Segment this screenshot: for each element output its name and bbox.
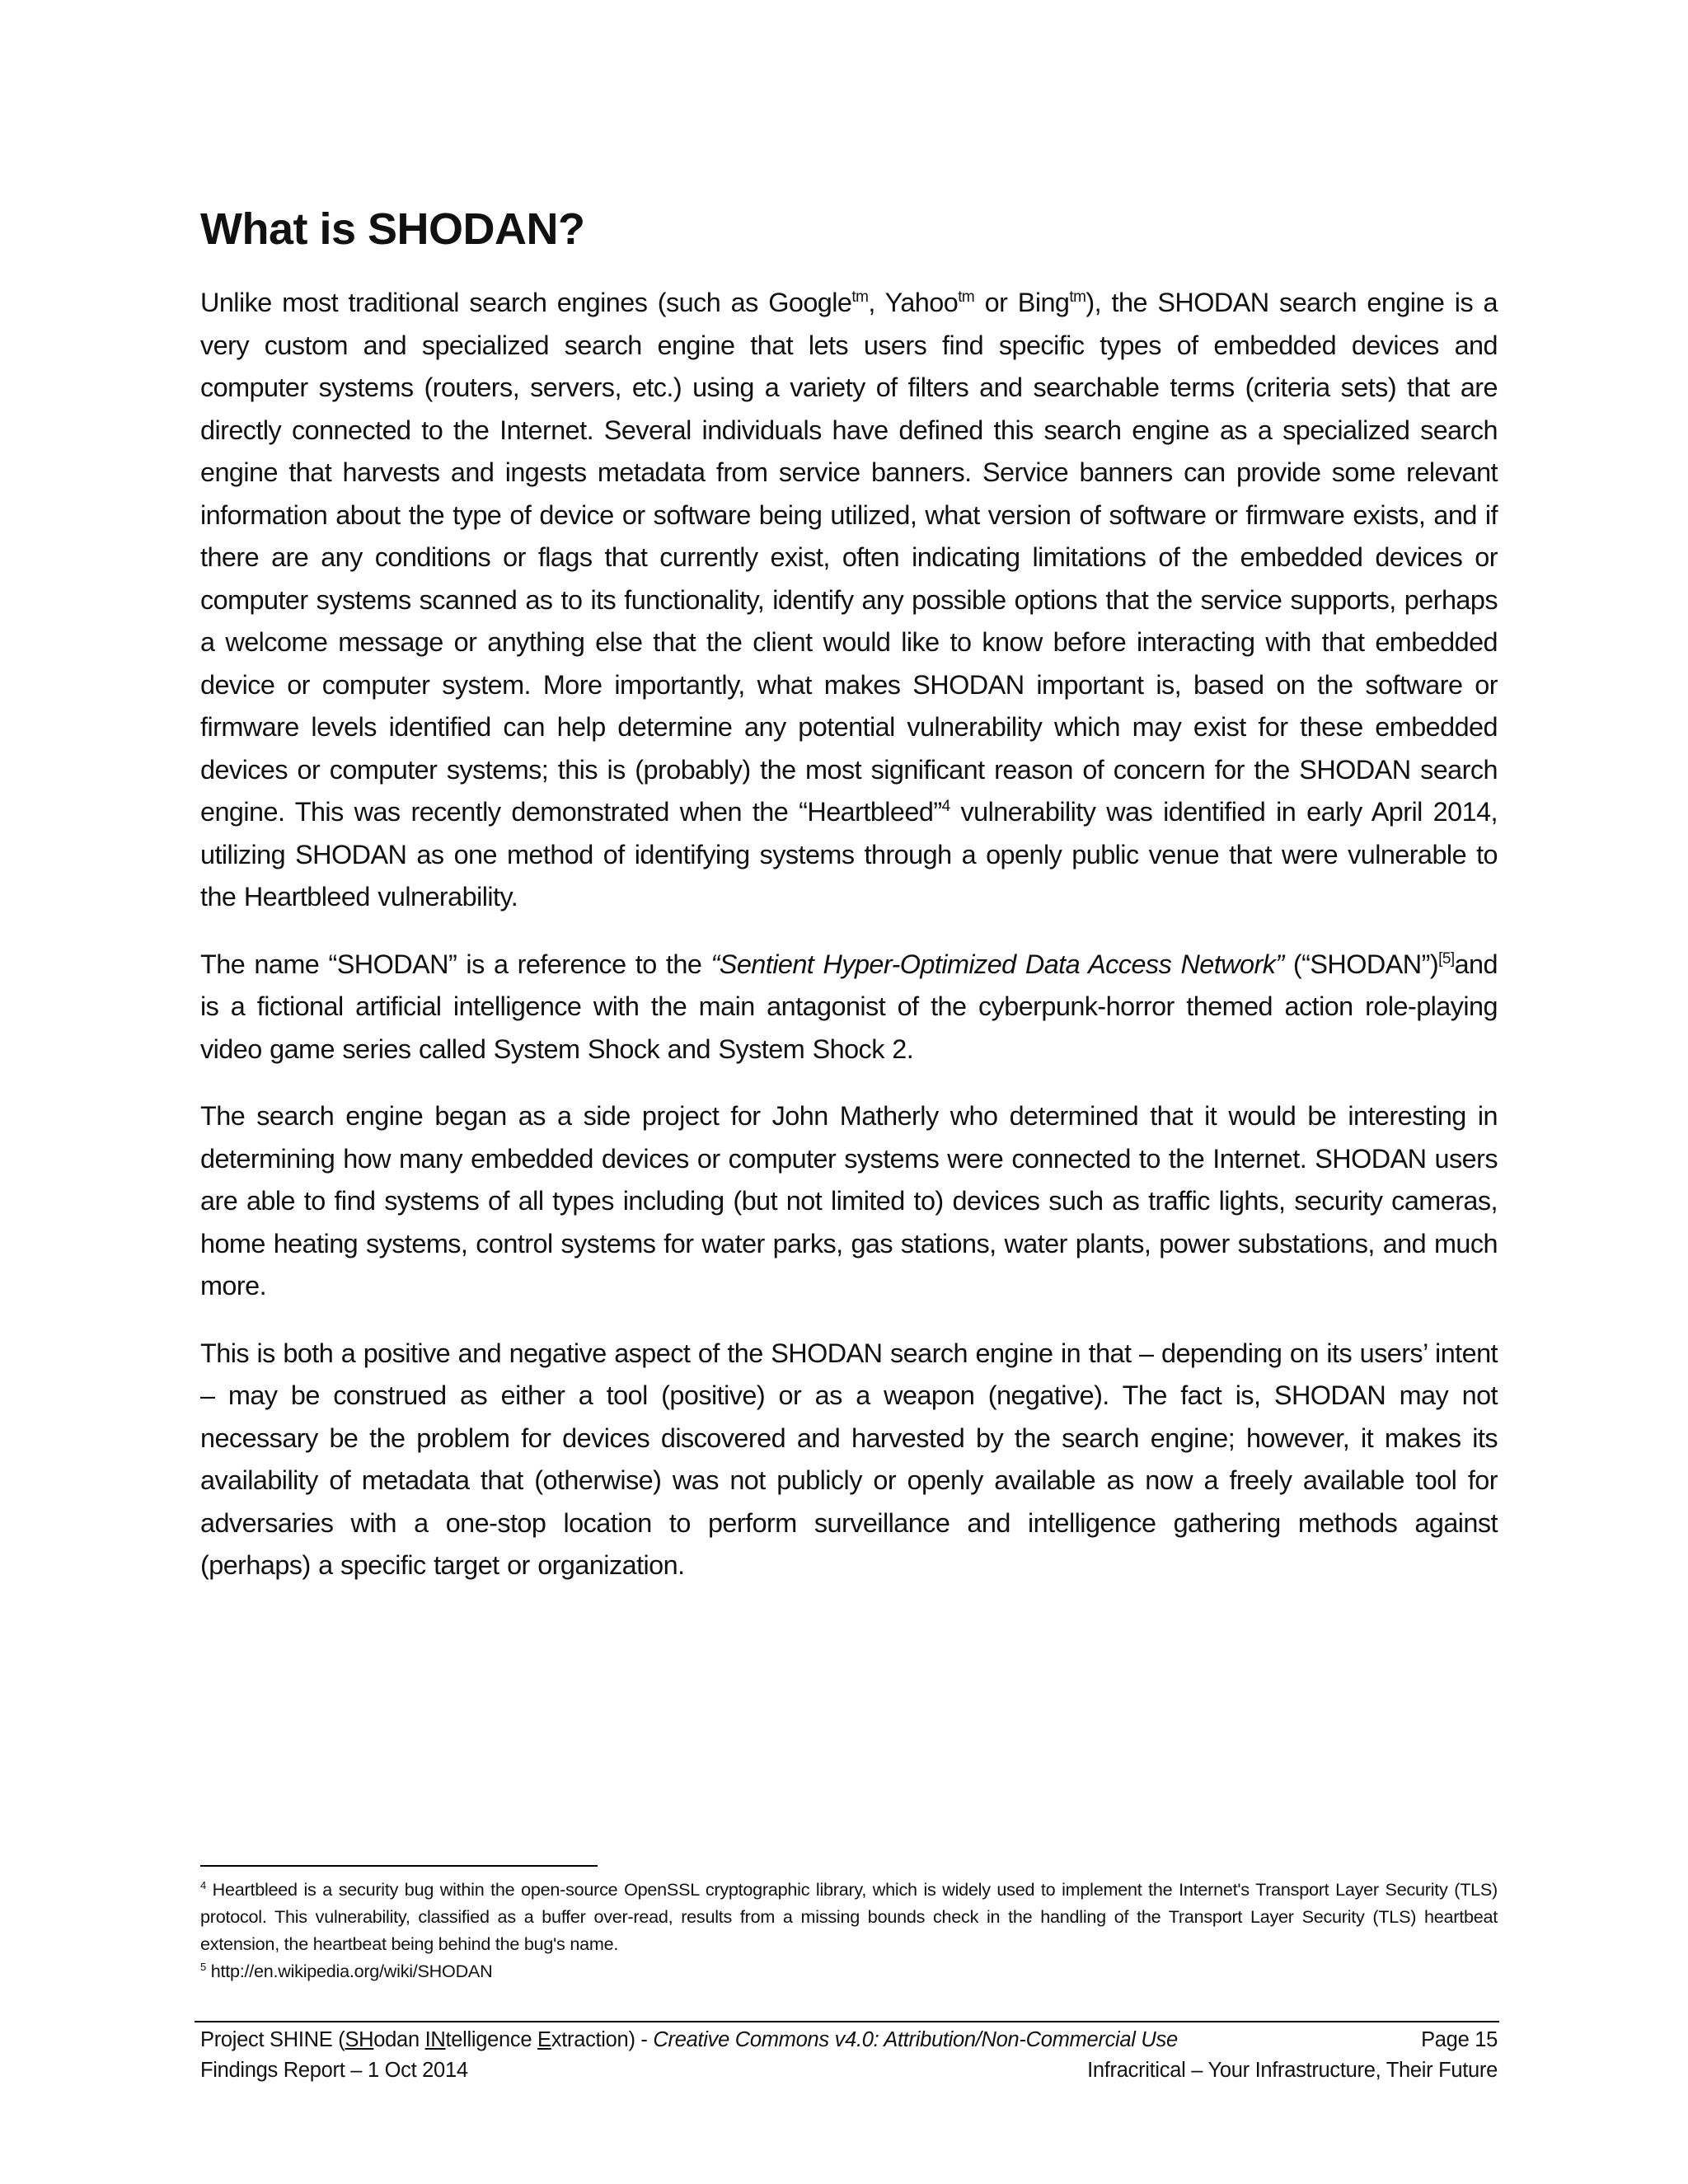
footnote-text: Heartbleed is a security bug within the open-source OpenSSL cryptographic library, which is widely used to implement the Internet's Transport Layer Security (TLS) protocol. This vulnerability, classified as a buffer over-read, results from a missing bounds check in the handling of the Transport Layer Security (TLS) heartbeat extension, the heartbeat being behind the bug's name. [200, 1879, 1498, 1954]
text-run: vulnerability was identified in early April 2014, utilizing SHODAN as one method of identifying systems through a openly public venue that were vulnerable to the Heartbleed vulnerability. [200, 797, 1498, 912]
main-content [200, 198, 1498, 1612]
license-text: Creative Commons v4.0: Attribution/Non-Commercial Use [653, 2028, 1178, 2051]
footer-separator [195, 2021, 1499, 2022]
text-run: xtraction) - [551, 2028, 654, 2051]
italic-acronym-expansion: “Sentient Hyper-Optimized Data Access Network” [710, 949, 1284, 979]
text-run: Project SHINE ( [200, 2028, 345, 2051]
paragraph-history: The search engine began as a side project for John Matherly who determined that it would be interesting in determining how many embedded devices or computer systems were connected to the Internet. SHODAN users are able to find systems of all types including (but not limited to) devices such as traffic lights, security cameras, home heating systems, control systems for water parks, gas stations, water plants, power substations, and much more. [200, 1101, 1498, 1301]
underlined-letters: SH [345, 2028, 374, 2051]
trademark-superscript: tm [851, 288, 869, 307]
text-run: telligence [445, 2028, 538, 2051]
citation-reference-5[interactable]: [5] [1438, 949, 1455, 968]
footnote-number: 5 [200, 1960, 206, 1973]
footnote-5 [200, 1957, 1498, 1985]
text-run: ), the SHODAN search engine is a very custom and specialized search engine that lets users find specific types of embedded devices and computer systems (routers, servers, etc.) using a variety of filters and searchable terms (criteria sets) that are directly connected to the Internet. Several individuals have defined this search engine as a specialized search engine that harvests and ingests metadata from service banners. Service banners can provide some relevant information about the type of device or software being utilized, what version of software or firmware exists, and if there are any conditions or flags that currently exist, often indicating limitations of the embedded devices or computer systems scanned as to its functionality, identify any possible options that the service supports, perhaps a welcome message or anything else that the client would like to know before interacting with that embedded device or computer system. More importantly, what makes SHODAN important is, based on the software or firmware levels identified can help determine any potential vulnerability which may exist for these embedded devices or computer systems; this is (probably) the most significant reason of concern for the SHODAN search engine. This was recently demonstrated when the “Heartbleed” [200, 288, 1498, 827]
report-date: Findings Report – 1 Oct 2014 [200, 2059, 468, 2082]
footnote-reference-4[interactable]: 4 [941, 798, 950, 816]
footer-project-title [200, 2025, 1178, 2055]
page-title: What is SHODAN? [200, 204, 585, 254]
text-run: , Yahoo [868, 288, 959, 317]
text-run: and is a fictional artificial intelligence with the main antagonist of the cyberpunk-horror themed action role-playing video game series called System Shock and System Shock 2. [200, 949, 1498, 1064]
organization-tagline: Infracritical – Your Infrastructure, Their Future [1087, 2059, 1498, 2082]
footnotes [200, 1876, 1498, 1985]
text-run: odan [373, 2028, 425, 2051]
footnote-link[interactable]: http://en.wikipedia.org/wiki/SHODAN [205, 1961, 493, 1981]
text-run: or Bing [974, 288, 1070, 317]
footnote-number: 4 [200, 1878, 206, 1891]
paragraph-name-origin [200, 944, 1498, 1071]
paragraph-intro [200, 282, 1498, 919]
text-run: Unlike most traditional search engines (such as Google [200, 288, 852, 317]
underlined-letters: E [537, 2028, 551, 2051]
footer-line-2 [200, 2055, 1498, 2086]
trademark-superscript: tm [1069, 288, 1086, 307]
text-run: (“SHODAN”) [1283, 949, 1439, 979]
text-run: The name “SHODAN” is a reference to the [200, 949, 711, 979]
footnote-separator [200, 1865, 598, 1867]
underlined-letters: IN [424, 2028, 446, 2051]
page-number: Page 15 [1421, 2028, 1498, 2051]
paragraph-aspects: This is both a positive and negative aspect of the SHODAN search engine in that – depending on its users’ intent – may be construed as either a tool (positive) or as a weapon (negative). The fact is, SHODAN may not necessary be the problem for devices discovered and harvested by the search engine; however, it makes its availability of metadata that (otherwise) was not publicly or openly available as now a freely available tool for adversaries with a one-stop location to perform surveillance and intelligence gathering methods against (perhaps) a specific target or organization. [200, 1338, 1498, 1580]
page-footer [200, 2025, 1498, 2086]
footer-line-1 [200, 2025, 1498, 2055]
footnote-4 [200, 1876, 1498, 1957]
trademark-superscript: tm [958, 288, 975, 307]
